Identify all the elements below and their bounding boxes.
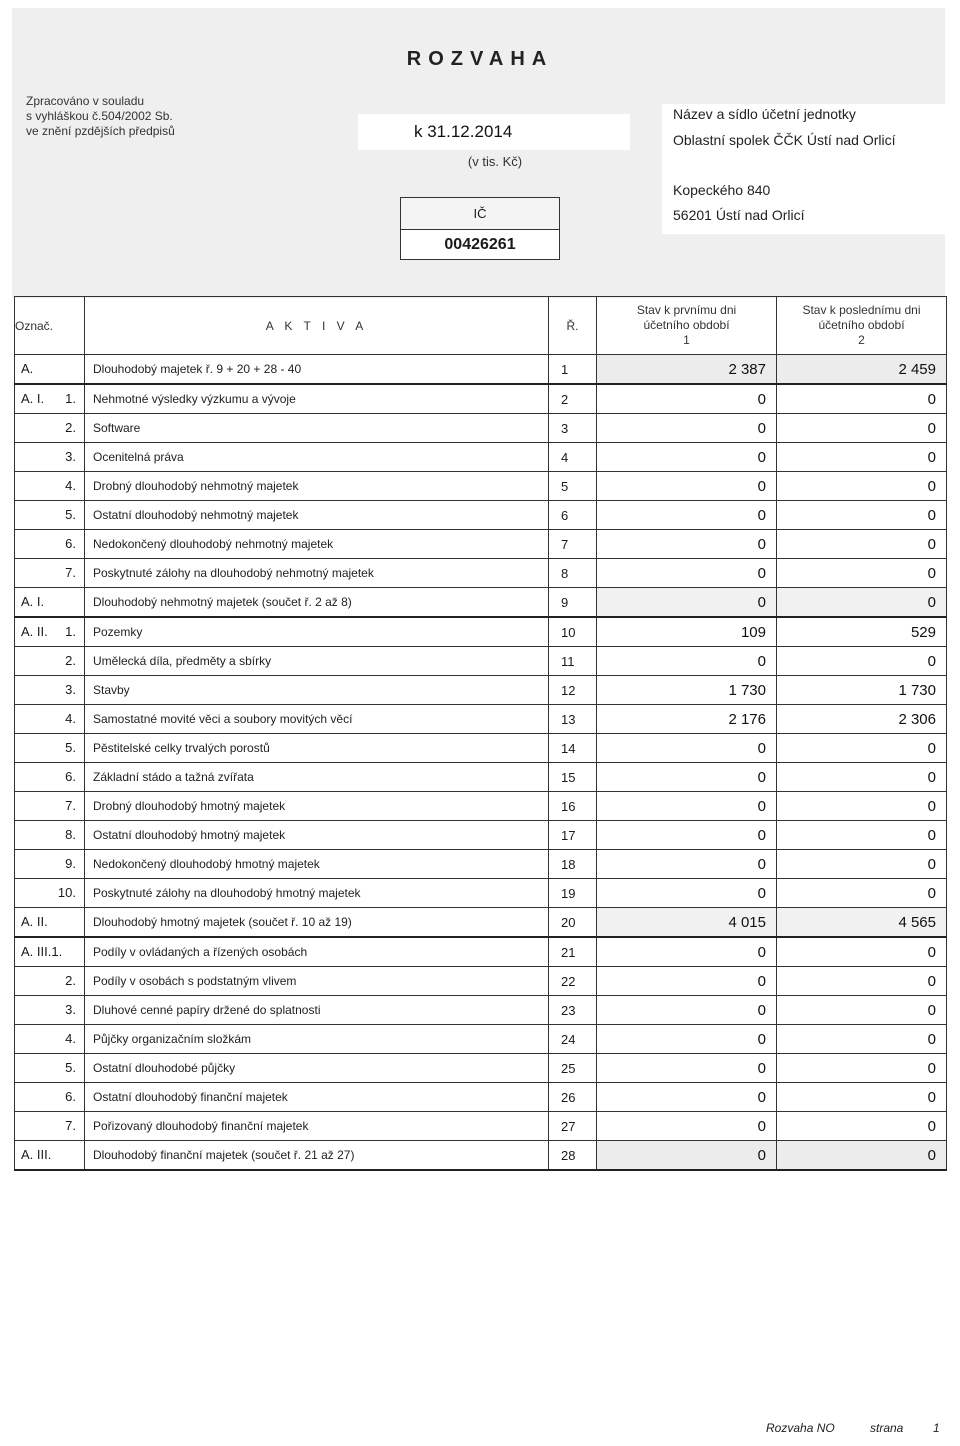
row-designation — [15, 1112, 85, 1141]
closing-value: 0 — [777, 996, 947, 1025]
row-number: 15 — [549, 763, 597, 792]
opening-value: 0 — [597, 443, 777, 472]
row-designation-prefix: A. II. — [21, 914, 48, 929]
table-row — [15, 530, 947, 559]
table-row — [15, 937, 947, 967]
table-row — [15, 384, 947, 414]
opening-value: 0 — [597, 1141, 777, 1171]
row-label: Poskytnuté zálohy na dlouhodobý hmotný majetek — [85, 879, 549, 908]
opening-value: 4 015 — [597, 908, 777, 938]
header-opening-balance — [597, 297, 777, 355]
row-number: 20 — [549, 908, 597, 938]
legal-note — [26, 94, 175, 139]
row-designation — [15, 821, 85, 850]
ic-label: IČ — [401, 198, 559, 230]
row-number: 26 — [549, 1083, 597, 1112]
row-designation-prefix: A. — [21, 361, 34, 376]
table-row — [15, 1054, 947, 1083]
row-designation-number: 5. — [65, 740, 76, 755]
ic-box — [400, 197, 560, 260]
entity-city: 56201 Ústí nad Orlicí — [673, 207, 805, 223]
table-row — [15, 472, 947, 501]
row-number: 8 — [549, 559, 597, 588]
table-row — [15, 1112, 947, 1141]
table-row — [15, 501, 947, 530]
row-designation-number: 5. — [65, 507, 76, 522]
table-row — [15, 1083, 947, 1112]
legal-note-line: ve znění pzdějších předpisů — [26, 124, 175, 138]
row-designation — [15, 501, 85, 530]
table-row — [15, 647, 947, 676]
entity-name: Oblastní spolek ČČK Ústí nad Orlicí — [673, 132, 896, 148]
row-designation-number: 5. — [65, 1060, 76, 1075]
row-label: Dlouhodobý majetek ř. 9 + 20 + 28 - 40 — [85, 355, 549, 385]
row-number: 11 — [549, 647, 597, 676]
table-row — [15, 792, 947, 821]
row-number: 22 — [549, 967, 597, 996]
row-number: 23 — [549, 996, 597, 1025]
row-number: 19 — [549, 879, 597, 908]
opening-value: 0 — [597, 763, 777, 792]
row-designation — [15, 676, 85, 705]
row-designation — [15, 617, 85, 647]
ic-value: 00426261 — [444, 236, 516, 253]
row-label: Pozemky — [85, 617, 549, 647]
closing-value: 0 — [777, 501, 947, 530]
opening-value: 0 — [597, 967, 777, 996]
opening-value: 0 — [597, 792, 777, 821]
opening-value: 0 — [597, 1025, 777, 1054]
opening-value: 0 — [597, 559, 777, 588]
row-number: 3 — [549, 414, 597, 443]
opening-value: 2 176 — [597, 705, 777, 734]
closing-value: 2 306 — [777, 705, 947, 734]
row-number: 25 — [549, 1054, 597, 1083]
row-designation-number: 1. — [65, 624, 76, 639]
row-designation-number: 1. — [65, 391, 76, 406]
row-designation-number: 2. — [65, 420, 76, 435]
row-designation-number: 4. — [65, 1031, 76, 1046]
closing-value: 0 — [777, 530, 947, 559]
row-designation — [15, 937, 85, 967]
table-row — [15, 443, 947, 472]
closing-value: 0 — [777, 967, 947, 996]
row-number: 6 — [549, 501, 597, 530]
row-designation-number: 2. — [65, 653, 76, 668]
opening-value: 1 730 — [597, 676, 777, 705]
row-designation-number: 6. — [65, 1089, 76, 1104]
row-designation — [15, 879, 85, 908]
row-number: 16 — [549, 792, 597, 821]
row-designation — [15, 414, 85, 443]
row-label: Podíly v osobách s podstatným vlivem — [85, 967, 549, 996]
footer-page-label: strana — [870, 1421, 904, 1435]
legal-note-line: s vyhláškou č.504/2002 Sb. — [26, 109, 173, 123]
row-designation — [15, 908, 85, 938]
row-label: Stavby — [85, 676, 549, 705]
row-label: Umělecká díla, předměty a sbírky — [85, 647, 549, 676]
row-number: 18 — [549, 850, 597, 879]
row-label: Software — [85, 414, 549, 443]
closing-value: 4 565 — [777, 908, 947, 938]
row-number: 24 — [549, 1025, 597, 1054]
opening-value: 0 — [597, 1054, 777, 1083]
opening-value: 0 — [597, 734, 777, 763]
row-designation-number: 3. — [65, 449, 76, 464]
closing-value: 0 — [777, 879, 947, 908]
row-label: Ostatní dlouhodobý hmotný majetek — [85, 821, 549, 850]
row-number: 28 — [549, 1141, 597, 1171]
row-designation — [15, 1054, 85, 1083]
row-number: 14 — [549, 734, 597, 763]
row-designation — [15, 588, 85, 618]
row-number: 7 — [549, 530, 597, 559]
row-label: Ocenitelná práva — [85, 443, 549, 472]
closing-value: 0 — [777, 414, 947, 443]
row-designation-number: 7. — [65, 1118, 76, 1133]
row-designation — [15, 967, 85, 996]
row-designation-prefix: A. I. — [21, 594, 45, 609]
row-number: 13 — [549, 705, 597, 734]
closing-value: 0 — [777, 792, 947, 821]
report-date: k 31.12.2014 — [414, 122, 513, 141]
row-number: 17 — [549, 821, 597, 850]
row-designation — [15, 734, 85, 763]
row-designation — [15, 530, 85, 559]
row-designation — [15, 763, 85, 792]
row-designation — [15, 472, 85, 501]
opening-value: 0 — [597, 501, 777, 530]
footer-page-number: 1 — [933, 1421, 940, 1435]
closing-value: 0 — [777, 821, 947, 850]
closing-value: 0 — [777, 937, 947, 967]
opening-value: 0 — [597, 996, 777, 1025]
row-designation — [15, 384, 85, 414]
row-designation-number: 9. — [65, 856, 76, 871]
row-label: Samostatné movité věci a soubory movitých věcí — [85, 705, 549, 734]
legal-note-line: Zpracováno v souladu — [26, 94, 145, 108]
row-designation — [15, 792, 85, 821]
entity-street: Kopeckého 840 — [673, 182, 771, 198]
table-row — [15, 908, 947, 938]
row-designation-number: 4. — [65, 711, 76, 726]
row-number: 5 — [549, 472, 597, 501]
header-closing-number: 2 — [858, 333, 865, 347]
row-label: Nehmotné výsledky výzkumu a vývoje — [85, 384, 549, 414]
closing-value: 0 — [777, 472, 947, 501]
row-label: Dlouhodobý finanční majetek (součet ř. 21 až 27) — [85, 1141, 549, 1171]
table-row — [15, 1141, 947, 1171]
closing-value: 2 459 — [777, 355, 947, 385]
row-number: 10 — [549, 617, 597, 647]
row-designation-prefix: A. I. — [21, 391, 45, 406]
row-designation-prefix: A. II. — [21, 624, 48, 639]
closing-value: 0 — [777, 559, 947, 588]
row-designation-number: 7. — [65, 565, 76, 580]
header-oznac: Označ. — [15, 297, 85, 355]
closing-value: 0 — [777, 763, 947, 792]
row-number: 1 — [549, 355, 597, 385]
opening-value: 0 — [597, 1112, 777, 1141]
balance-sheet-table — [14, 296, 947, 1171]
opening-value: 0 — [597, 472, 777, 501]
closing-value: 0 — [777, 850, 947, 879]
row-label: Podíly v ovládaných a řízených osobách — [85, 937, 549, 967]
row-designation-prefix: A. III. — [21, 1147, 52, 1162]
opening-value: 0 — [597, 1083, 777, 1112]
row-designation-number: 6. — [65, 769, 76, 784]
table-row — [15, 559, 947, 588]
table-row — [15, 676, 947, 705]
closing-value: 0 — [777, 384, 947, 414]
row-designation — [15, 996, 85, 1025]
row-designation-number: 2. — [65, 973, 76, 988]
table-row — [15, 763, 947, 792]
entity-heading: Název a sídlo účetní jednotky — [673, 106, 856, 122]
footer-doc-name: Rozvaha NO — [766, 1421, 835, 1435]
document-title: ROZVAHA — [406, 48, 554, 70]
opening-value: 2 387 — [597, 355, 777, 385]
table-row — [15, 705, 947, 734]
opening-value: 0 — [597, 414, 777, 443]
closing-value: 0 — [777, 1083, 947, 1112]
opening-value: 0 — [597, 937, 777, 967]
date-box — [358, 114, 630, 150]
row-designation — [15, 559, 85, 588]
row-designation — [15, 705, 85, 734]
closing-value: 0 — [777, 1112, 947, 1141]
row-number: 21 — [549, 937, 597, 967]
closing-value: 0 — [777, 1054, 947, 1083]
row-label: Dlouhodobý nehmotný majetek (součet ř. 2 až 8) — [85, 588, 549, 618]
opening-value: 0 — [597, 647, 777, 676]
closing-value: 529 — [777, 617, 947, 647]
header-opening-line1: Stav k prvnímu dni — [636, 303, 737, 317]
header-closing-line2: účetního období — [818, 318, 905, 332]
row-label: Dlouhodobý hmotný majetek (součet ř. 10 až 19) — [85, 908, 549, 938]
table-row — [15, 355, 947, 385]
table-body — [15, 355, 947, 1171]
closing-value: 0 — [777, 1025, 947, 1054]
row-designation-number: 3. — [65, 682, 76, 697]
table-row — [15, 588, 947, 618]
opening-value: 0 — [597, 384, 777, 414]
table-row — [15, 414, 947, 443]
table-header-row — [15, 297, 947, 355]
row-designation-number: 10. — [57, 885, 76, 900]
row-designation — [15, 850, 85, 879]
table-row — [15, 617, 947, 647]
closing-value: 0 — [777, 734, 947, 763]
header-closing-balance — [777, 297, 947, 355]
opening-value: 109 — [597, 617, 777, 647]
header-row-number: Ř. — [549, 297, 597, 355]
row-designation-number: 8. — [65, 827, 76, 842]
row-label: Drobný dlouhodobý nehmotný majetek — [85, 472, 549, 501]
row-label: Poskytnuté zálohy na dlouhodobý nehmotný majetek — [85, 559, 549, 588]
row-designation-number: 3. — [65, 1002, 76, 1017]
row-designation — [15, 1141, 85, 1171]
closing-value: 0 — [777, 443, 947, 472]
row-number: 4 — [549, 443, 597, 472]
row-label: Půjčky organizačním složkám — [85, 1025, 549, 1054]
row-label: Ostatní dlouhodobý nehmotný majetek — [85, 501, 549, 530]
row-designation — [15, 1083, 85, 1112]
row-designation-number: 4. — [65, 478, 76, 493]
row-label: Pěstitelské celky trvalých porostů — [85, 734, 549, 763]
table-row — [15, 879, 947, 908]
row-number: 12 — [549, 676, 597, 705]
header-opening-number: 1 — [683, 333, 690, 347]
table-row — [15, 967, 947, 996]
row-label: Ostatní dlouhodobý finanční majetek — [85, 1083, 549, 1112]
row-designation — [15, 355, 85, 385]
table-row — [15, 996, 947, 1025]
header-aktiva: A K T I V A — [85, 297, 549, 355]
table-row — [15, 821, 947, 850]
row-label: Základní stádo a tažná zvířata — [85, 763, 549, 792]
row-label: Pořizovaný dlouhodobý finanční majetek — [85, 1112, 549, 1141]
row-number: 27 — [549, 1112, 597, 1141]
row-designation-prefix: A. III.1. — [21, 944, 63, 959]
row-label: Drobný dlouhodobý hmotný majetek — [85, 792, 549, 821]
row-label: Nedokončený dlouhodobý hmotný majetek — [85, 850, 549, 879]
header-opening-line2: účetního období — [643, 318, 730, 332]
row-label: Ostatní dlouhodobé půjčky — [85, 1054, 549, 1083]
opening-value: 0 — [597, 588, 777, 618]
row-designation — [15, 443, 85, 472]
currency-note: (v tis. Kč) — [467, 154, 523, 169]
opening-value: 0 — [597, 850, 777, 879]
row-designation — [15, 647, 85, 676]
entity-box — [662, 104, 945, 234]
closing-value: 1 730 — [777, 676, 947, 705]
row-designation-number: 6. — [65, 536, 76, 551]
row-number: 2 — [549, 384, 597, 414]
table-row — [15, 850, 947, 879]
table-row — [15, 734, 947, 763]
table-row — [15, 1025, 947, 1054]
row-designation-number: 7. — [65, 798, 76, 813]
opening-value: 0 — [597, 821, 777, 850]
row-designation — [15, 1025, 85, 1054]
row-number: 9 — [549, 588, 597, 618]
opening-value: 0 — [597, 530, 777, 559]
opening-value: 0 — [597, 879, 777, 908]
closing-value: 0 — [777, 1141, 947, 1171]
row-label: Dluhové cenné papíry držené do splatnosti — [85, 996, 549, 1025]
closing-value: 0 — [777, 588, 947, 618]
header-closing-line1: Stav k poslednímu dni — [802, 303, 921, 317]
closing-value: 0 — [777, 647, 947, 676]
row-label: Nedokončený dlouhodobý nehmotný majetek — [85, 530, 549, 559]
